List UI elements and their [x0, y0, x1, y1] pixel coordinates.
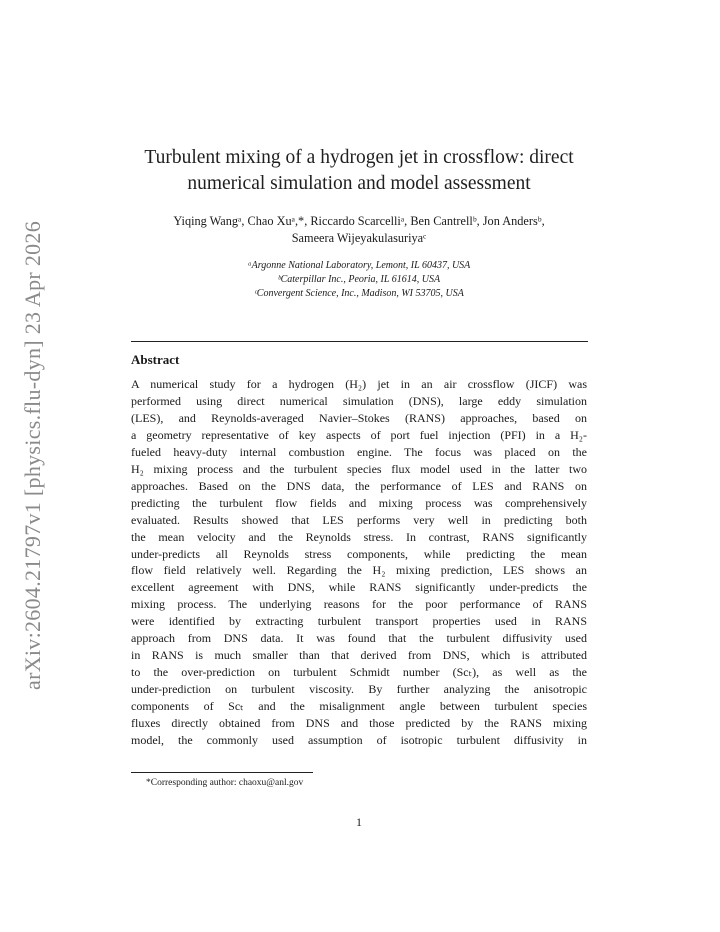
affiliation: ᵇCaterpillar Inc., Peoria, IL 61614, USA: [277, 273, 441, 285]
abstract-line: in RANS is much smaller than that derived from DNS, which is attributed: [131, 648, 587, 663]
abstract-line: mixing process. The underlying reasons for the poor performance of RANS: [131, 597, 587, 612]
abstract-line: flow field relatively well. Regarding the H₂ mixing prediction, LES shows an: [131, 563, 587, 578]
title-line: Turbulent mixing of a hydrogen jet in crossflow: direct: [144, 147, 574, 168]
abstract-line: H₂ mixing process and the turbulent species flux model used in the latter two: [131, 461, 587, 476]
abstract-body: [131, 376, 587, 749]
abstract-line: A numerical study for a hydrogen (H₂) jet in an air crossflow (JICF) was: [131, 377, 587, 391]
abstract-line: under-prediction on turbulent viscosity. By further analyzing the anisotropic: [131, 682, 587, 697]
abstract-line: to the over-prediction on turbulent Schmidt number (Scₜ), as well as the: [131, 665, 587, 680]
affiliation: ᵃArgonne National Laboratory, Lemont, IL 60437, USA: [247, 260, 471, 271]
page-number: 1: [356, 815, 362, 829]
footnote-divider: [131, 772, 313, 773]
abstract-line: approaches. Based on the DNS data, the performance of LES and RANS on: [131, 478, 587, 493]
abstract-line: a geometry representative of key aspects of port fuel injection (PFI) in a H₂-: [131, 427, 587, 442]
author-line: Sameera Wijeyakulasuriyaᶜ: [291, 231, 427, 245]
abstract-line: predicting the turbulent flow fields and mixing process was comprehensively: [131, 495, 587, 510]
title-line: numerical simulation and model assessment: [187, 173, 531, 194]
header-divider: [131, 341, 588, 342]
abstract-line: (LES), and Reynolds-averaged Navier–Stokes (RANS) approaches, based on: [131, 410, 587, 425]
abstract-line: model, the commonly used assumption of isotropic turbulent diffusivity in: [131, 733, 587, 748]
abstract-heading: Abstract: [131, 352, 180, 367]
abstract-line: approach from DNS data. It was found that the turbulent diffusivity used: [131, 631, 587, 646]
affiliation-list: [130, 259, 588, 300]
arxiv-identifier-stamp: arXiv:2604.21797v1 [physics.flu-dyn] 23 Apr 2026: [20, 220, 45, 690]
abstract-line: fueled heavy-duty internal combustion engine. The focus was placed on the: [131, 444, 587, 459]
author-line: Yiqing Wangᵃ, Chao Xuᵃ,*, Riccardo Scarcelliᵃ, Ben Cantrellᵇ, Jon Andersᵇ,: [173, 214, 545, 228]
abstract-line: performed using direct numerical simulation (DNS), large eddy simulation: [131, 393, 587, 408]
abstract-line: the mean velocity and the Reynolds stress. In contrast, RANS significantly: [131, 529, 587, 544]
affiliation: ᶜConvergent Science, Inc., Madison, WI 53705, USA: [254, 287, 464, 299]
abstract-line: under-predicts all Reynolds stress components, while predicting the mean: [131, 546, 587, 561]
abstract-line: evaluated. Results showed that LES performs very well in predicting both: [131, 512, 587, 527]
corresponding-author-footnote: *Corresponding author: chaoxu@anl.gov: [146, 778, 304, 788]
paper-title: [130, 145, 588, 197]
abstract-line: components of Scₜ and the misalignment angle between turbulent species: [131, 699, 587, 714]
abstract-line: excellent agreement with DNS, while RANS significantly under-predicts the: [131, 580, 587, 595]
abstract-line: fluxes directly obtained from DNS and those predicted by the RANS mixing: [131, 716, 587, 731]
abstract-line: were identified by extracting turbulent transport properties used in RANS: [131, 614, 587, 629]
author-list: [120, 213, 598, 247]
